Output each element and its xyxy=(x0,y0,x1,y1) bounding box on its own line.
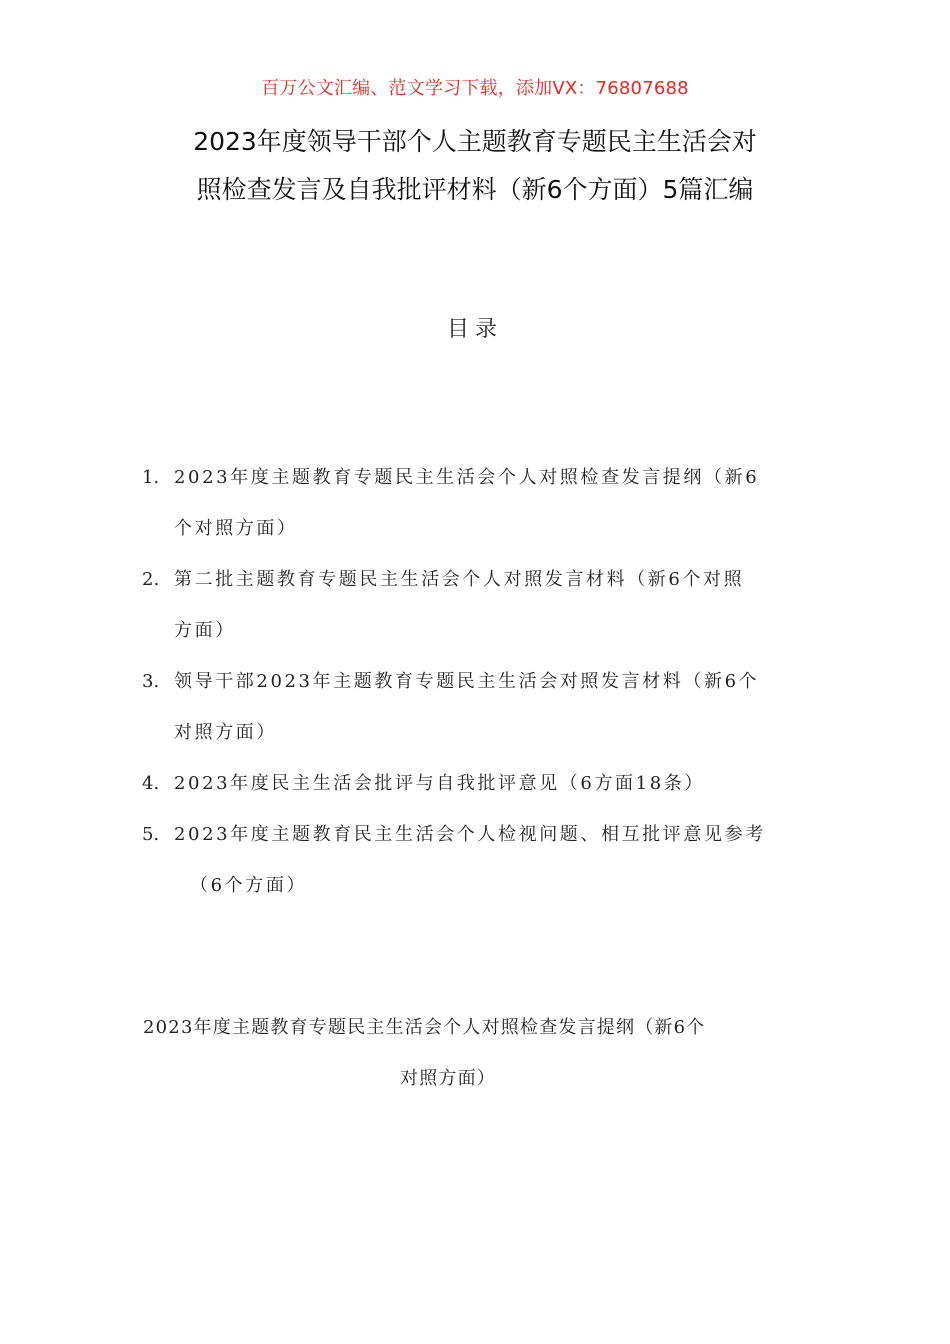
toc-item-4 xyxy=(140,758,810,809)
document-title xyxy=(0,118,950,214)
toc-item-number: 2. xyxy=(142,569,160,590)
toc-item-text-line-1: 2023年度主题教育专题民主生活会个人对照检查发言提纲（新6 xyxy=(174,467,760,488)
toc-item-2 xyxy=(140,554,810,656)
toc-item-text-line-1: 2023年度主题教育民主生活会个人检视问题、相互批评意见参考 xyxy=(174,824,766,845)
toc-item-text-line-1: 第二批主题教育专题民主生活会个人对照发言材料（新6个对照 xyxy=(174,569,745,590)
toc-item-text-line-2: 对照方面） xyxy=(174,722,277,743)
document-title-line-1: 2023年度领导干部个人主题教育专题民主生活会对 xyxy=(193,127,757,156)
toc-item-5 xyxy=(140,809,810,911)
document-title-line-2: 照检查发言及自我批评材料（新6个方面）5篇汇编 xyxy=(196,175,754,204)
toc-item-number: 3. xyxy=(142,671,160,692)
section-title xyxy=(143,1002,783,1104)
toc-item-number: 1. xyxy=(142,467,160,488)
toc-item-text-line-2: 个对照方面） xyxy=(174,518,298,539)
section-title-line-2: 对照方面） xyxy=(400,1068,496,1089)
toc-list xyxy=(140,452,810,911)
toc-item-text-line-1: 领导干部2023年主题教育专题民主生活会对照发言材料（新6个 xyxy=(174,671,760,692)
toc-item-1 xyxy=(140,452,810,554)
toc-item-text-line-2: （6个方面） xyxy=(190,875,308,896)
watermark-banner: 百万公文汇编、范文学习下载，添加VX：76807688 xyxy=(261,78,689,99)
toc-item-text-line-2: 方面） xyxy=(174,620,236,641)
toc-item-text-line-1: 2023年度民主生活会批评与自我批评意见（6方面18条） xyxy=(174,773,705,794)
toc-item-3 xyxy=(140,656,810,758)
section-title-line-1: 2023年度主题教育专题民主生活会个人对照检查发言提纲（新6个 xyxy=(143,1017,706,1038)
toc-heading: 目录 xyxy=(446,317,503,342)
toc-item-number: 5. xyxy=(142,824,160,845)
toc-item-number: 4. xyxy=(142,773,160,794)
